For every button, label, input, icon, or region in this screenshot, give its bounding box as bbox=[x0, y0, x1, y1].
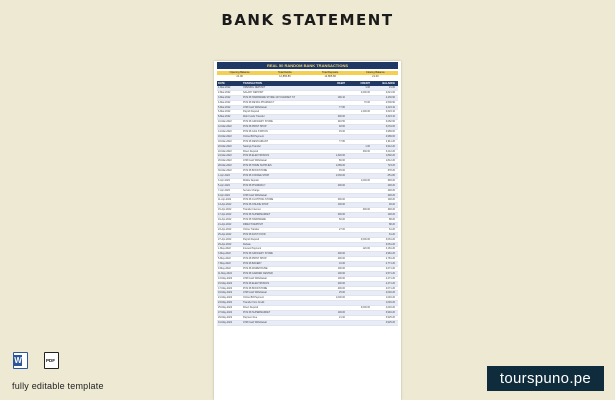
cell-date: 18-Mar-2022 bbox=[218, 139, 232, 143]
cell-transaction: Direct Deposit bbox=[243, 306, 259, 310]
cell-transaction: Direct Deposit bbox=[243, 149, 259, 153]
cell-transaction: ATM Cash Withdrawal bbox=[243, 276, 267, 280]
cell-date: 29-Apr-2022 bbox=[218, 242, 232, 246]
cell-balance: -351.80 bbox=[386, 174, 395, 178]
cell-balance: 21.00 bbox=[389, 86, 395, 89]
cell-debit bbox=[322, 321, 347, 325]
cell-credit bbox=[347, 272, 372, 276]
cell-debit bbox=[322, 101, 347, 105]
cell-date: 23-Apr-2022 bbox=[218, 227, 232, 231]
cell-transaction: POS 08 PHARMACY bbox=[243, 183, 266, 187]
cell-debit bbox=[322, 189, 347, 193]
cell-transaction: Rebate bbox=[243, 242, 251, 246]
cell-credit bbox=[347, 287, 372, 291]
cell-debit bbox=[322, 91, 347, 95]
footer-caption: fully editable template bbox=[12, 381, 104, 391]
cell-debit: 45.00 bbox=[339, 130, 345, 134]
cell-date: 13-Apr-2022 bbox=[218, 203, 232, 207]
cell-debit: 100.00 bbox=[337, 266, 345, 270]
cell-debit bbox=[322, 208, 347, 212]
cell-date: 8-Mar-2022 bbox=[218, 115, 231, 119]
cell-transaction: POS 08 RESTAURANT bbox=[243, 139, 269, 143]
column-header-debit: DEBIT bbox=[337, 82, 345, 85]
summary-value: 21.00 bbox=[236, 75, 243, 78]
cell-date: 13-May-2022 bbox=[218, 276, 233, 280]
cell-transaction: POS 08 GROCERY STORE bbox=[243, 120, 273, 124]
cell-date: 14-Mar-2022 bbox=[218, 130, 232, 134]
cell-debit: 21.00 bbox=[339, 315, 345, 319]
cell-debit: 1,030.00 bbox=[335, 174, 345, 178]
cell-transaction: Mobile Deposit bbox=[243, 178, 259, 182]
cell-debit: 190.10 bbox=[337, 95, 345, 99]
cell-debit bbox=[322, 238, 347, 242]
cell-date: 10-Mar-2022 bbox=[218, 120, 232, 124]
cell-credit bbox=[347, 194, 372, 198]
cell-balance: 88.20 bbox=[389, 222, 395, 226]
cell-debit: 200.00 bbox=[337, 281, 345, 285]
cell-credit bbox=[347, 223, 372, 227]
cell-credit bbox=[347, 267, 372, 271]
cell-date: 16-Mar-2022 bbox=[218, 134, 232, 138]
cell-balance: 2,430.90 bbox=[385, 95, 395, 99]
cell-credit: 1,000.00 bbox=[360, 178, 370, 182]
cell-credit: 1.00 bbox=[365, 144, 370, 148]
cell-balance: 1,046.20 bbox=[385, 301, 395, 305]
cell-balance: 3,925.20 bbox=[385, 320, 395, 324]
cell-date: 3-Apr-2022 bbox=[218, 178, 230, 182]
column-header-transaction: TRANSACTION bbox=[243, 82, 262, 85]
cell-date: 29-May-2022 bbox=[218, 315, 233, 319]
cell-credit: 300.00 bbox=[362, 208, 370, 212]
cell-balance: 148.20 bbox=[387, 213, 395, 217]
cell-debit: 240.50 bbox=[337, 120, 345, 124]
cell-credit bbox=[347, 316, 372, 320]
cell-balance: 1,892.20 bbox=[385, 154, 395, 158]
cell-date: 30-Mar-2022 bbox=[218, 169, 232, 173]
cell-credit bbox=[347, 130, 372, 134]
summary-value: 21.00 bbox=[372, 75, 379, 78]
cell-debit: 27.00 bbox=[339, 227, 345, 231]
cell-balance: 348.20 bbox=[387, 208, 395, 212]
cell-debit bbox=[322, 179, 347, 183]
cell-balance: 3,061.20 bbox=[385, 237, 395, 241]
cell-debit bbox=[322, 150, 347, 154]
cell-date: 17-Apr-2022 bbox=[218, 213, 232, 217]
cell-date: 3-Mar-2022 bbox=[218, 95, 231, 99]
cell-debit: 300.00 bbox=[337, 198, 345, 202]
cell-balance: 2,571.20 bbox=[385, 271, 395, 275]
bank-statement-sheet bbox=[214, 61, 401, 400]
cell-date: 11-May-2022 bbox=[218, 271, 232, 275]
cell-debit: 45.00 bbox=[339, 169, 345, 173]
cell-balance: 4,046.20 bbox=[385, 306, 395, 310]
cell-balance: 61.20 bbox=[389, 232, 395, 236]
summary-header: Closing Balance bbox=[353, 71, 398, 75]
cell-date: 22-Mar-2022 bbox=[218, 149, 232, 153]
cell-transaction: POS 08 WAREHOUSE bbox=[243, 266, 268, 270]
cell-transaction: POS 08 PRINT SHOP bbox=[243, 257, 267, 261]
cell-date: 1-Apr-2022 bbox=[218, 174, 230, 178]
cell-balance: 648.20 bbox=[387, 178, 395, 182]
cell-transaction: POS 08 ELECTRONICS bbox=[243, 281, 270, 285]
cell-transaction: Payroll Deposit bbox=[243, 110, 260, 114]
cell-date: 19-May-2022 bbox=[218, 291, 233, 295]
cell-balance: 3,323.10 bbox=[385, 115, 395, 119]
cell-balance: 61.20 bbox=[389, 227, 395, 231]
cell-debit bbox=[322, 306, 347, 310]
cell-date: 9-Apr-2022 bbox=[218, 193, 230, 197]
cell-credit bbox=[347, 106, 372, 110]
cell-balance: 88.20 bbox=[389, 218, 395, 222]
cell-date: 21-May-2022 bbox=[218, 296, 233, 300]
cell-debit bbox=[322, 194, 347, 198]
cell-credit bbox=[347, 120, 372, 124]
cell-debit: 80.00 bbox=[339, 159, 345, 163]
cell-date: 4-Mar-2022 bbox=[218, 100, 231, 104]
summary-table bbox=[217, 71, 398, 79]
cell-date: 15-Apr-2022 bbox=[218, 208, 232, 212]
cell-date: 3-May-2022 bbox=[218, 252, 231, 256]
cell-date: 12-Mar-2022 bbox=[218, 125, 232, 129]
cell-credit bbox=[347, 159, 372, 163]
cell-credit: 70.00 bbox=[364, 100, 370, 104]
cell-credit bbox=[347, 140, 372, 144]
cell-credit: 2,600.00 bbox=[360, 90, 370, 94]
cell-transaction: Online Transfer bbox=[243, 227, 260, 231]
cell-credit bbox=[347, 184, 372, 188]
cell-balance: 2,911.20 bbox=[385, 139, 395, 143]
cell-transaction: POS 08 BOOKSTORE bbox=[243, 169, 268, 173]
cell-balance: 2,989.00 bbox=[385, 130, 395, 134]
cell-transaction: Service Charge bbox=[243, 188, 260, 192]
cell-debit: 200.00 bbox=[337, 257, 345, 261]
cell-balance: 2,989.00 bbox=[385, 134, 395, 138]
cell-balance: 3,034.00 bbox=[385, 125, 395, 129]
cell-date: 1-Mar-2022 bbox=[218, 86, 231, 89]
cell-credit bbox=[347, 174, 372, 178]
cell-balance: 2,781.20 bbox=[385, 257, 395, 261]
cell-credit bbox=[347, 218, 372, 222]
cell-date: 25-Apr-2022 bbox=[218, 232, 232, 236]
cell-transaction: POS 08 RETAIL PHARMACY bbox=[243, 100, 275, 104]
cell-date: 5-Apr-2022 bbox=[218, 183, 230, 187]
cell-debit bbox=[322, 243, 347, 247]
cell-balance: 2,621.00 bbox=[385, 90, 395, 94]
cell-transaction: Transfer Internet bbox=[243, 208, 261, 212]
cell-debit bbox=[322, 247, 347, 251]
cell-date: 15-May-2022 bbox=[218, 281, 233, 285]
cell-balance: 448.20 bbox=[387, 188, 395, 192]
cell-debit: 1,000.00 bbox=[335, 296, 345, 300]
cell-debit: 200.00 bbox=[337, 252, 345, 256]
column-header-credit: CREDIT bbox=[360, 82, 370, 85]
cell-balance: 3,061.20 bbox=[385, 242, 395, 246]
cell-transaction: POS 08 CLOTHING STORE bbox=[243, 198, 274, 202]
cell-transaction: ATM Cash Withdrawal bbox=[243, 193, 267, 197]
cell-date: 31-May-2022 bbox=[218, 320, 233, 324]
cell-credit bbox=[347, 135, 372, 139]
cell-balance: 3,212.20 bbox=[385, 149, 395, 153]
cell-balance: 2,771.20 bbox=[385, 262, 395, 266]
cell-transaction: OPENING DEPOSIT bbox=[243, 86, 266, 89]
cell-balance: 3,082.60 bbox=[385, 120, 395, 124]
cell-transaction: Payroll Deposit bbox=[243, 237, 260, 241]
summary-header: Total Deposits bbox=[308, 71, 353, 75]
cell-date: 2-Mar-2022 bbox=[218, 90, 231, 94]
cell-balance: 678.20 bbox=[387, 169, 395, 173]
cell-date: 9-May-2022 bbox=[218, 266, 231, 270]
cell-transaction: POS 08 FAST FOOD bbox=[243, 232, 266, 236]
cell-debit bbox=[322, 223, 347, 227]
cell-transaction: POS 08 COFFEE SHOP bbox=[243, 174, 270, 178]
cell-balance: 723.20 bbox=[387, 164, 395, 168]
cell-balance: 148.20 bbox=[387, 198, 395, 202]
cell-transaction: POS 08 GAS STATION bbox=[243, 130, 268, 134]
cell-balance: 2,471.20 bbox=[385, 276, 395, 280]
cell-credit bbox=[347, 301, 372, 305]
cell-credit bbox=[347, 164, 372, 168]
cell-date: 28-Mar-2022 bbox=[218, 164, 232, 168]
cell-credit bbox=[347, 228, 372, 232]
transactions-table-body bbox=[217, 86, 398, 326]
cell-debit: 1,089.00 bbox=[335, 164, 345, 168]
cell-debit bbox=[322, 110, 347, 114]
cell-credit bbox=[347, 277, 372, 281]
cell-date: 7-Apr-2022 bbox=[218, 188, 230, 192]
cell-debit: 48.60 bbox=[339, 125, 345, 129]
cell-transaction: ATM Cash Withdrawal bbox=[243, 291, 267, 295]
cell-balance: 3,181.20 bbox=[385, 247, 395, 251]
cell-date: 17-May-2022 bbox=[218, 286, 233, 290]
brand-logo: tourspuno.pe bbox=[487, 366, 604, 391]
cell-debit: 77.80 bbox=[339, 105, 345, 109]
cell-debit: 100.00 bbox=[337, 271, 345, 275]
cell-date: 24-Mar-2022 bbox=[218, 154, 232, 158]
cell-credit: 3,000.00 bbox=[360, 237, 370, 241]
cell-credit bbox=[347, 189, 372, 193]
cell-balance: 2,071.20 bbox=[385, 286, 395, 290]
cell-debit: 25.00 bbox=[339, 291, 345, 295]
cell-credit bbox=[347, 203, 372, 207]
cell-credit bbox=[347, 257, 372, 261]
cell-transaction: POS 08 BOOKSTORE bbox=[243, 286, 268, 290]
cell-date: 5-Mar-2022 bbox=[218, 105, 231, 109]
cell-credit bbox=[347, 96, 372, 100]
cell-debit: 100.00 bbox=[337, 203, 345, 207]
summary-header: Opening Balance bbox=[217, 71, 262, 75]
cell-transaction: POS 08 SUPERMARKET bbox=[243, 310, 271, 314]
cell-date: 21-Apr-2022 bbox=[218, 222, 232, 226]
cell-date: 6-Mar-2022 bbox=[218, 110, 231, 114]
cell-debit: 100.00 bbox=[337, 310, 345, 314]
cell-debit bbox=[322, 135, 347, 139]
cell-transaction: POS 08 ONLINE SHOP bbox=[243, 203, 269, 207]
cell-credit bbox=[347, 154, 372, 158]
cell-transaction: ATM Cash Withdrawal bbox=[243, 159, 267, 163]
cell-credit bbox=[347, 262, 372, 266]
cell-debit: 60.00 bbox=[339, 218, 345, 222]
cell-credit bbox=[347, 243, 372, 247]
cell-date: 1-May-2022 bbox=[218, 247, 231, 251]
cell-date: 25-May-2022 bbox=[218, 306, 233, 310]
cell-credit: 300.00 bbox=[362, 149, 370, 153]
cell-credit bbox=[347, 321, 372, 325]
summary-value: 12,865.86 bbox=[324, 75, 336, 78]
sheet-title: REAL 50 RANDOM BANK TRANSACTIONS bbox=[217, 62, 398, 69]
cell-balance: 2,423.10 bbox=[385, 105, 395, 109]
cell-balance: 448.20 bbox=[387, 193, 395, 197]
cell-transaction: POS 08 SUPERMARKET bbox=[243, 213, 271, 217]
cell-credit bbox=[347, 115, 372, 119]
cell-transaction: Web Funds Transfer bbox=[243, 115, 265, 119]
cell-credit bbox=[347, 198, 372, 202]
cell-debit: 77.80 bbox=[339, 139, 345, 143]
cell-credit: 1.00 bbox=[365, 86, 370, 89]
cell-debit: 100.00 bbox=[337, 276, 345, 280]
cell-credit bbox=[347, 291, 372, 295]
summary-header: Total Debits bbox=[262, 71, 307, 75]
cell-credit: 1,200.00 bbox=[360, 110, 370, 114]
cell-balance: 2,500.90 bbox=[385, 100, 395, 104]
cell-debit bbox=[322, 233, 347, 237]
cell-date: 26-Mar-2022 bbox=[218, 159, 232, 163]
summary-value: 12,865.86 bbox=[279, 75, 291, 78]
cell-balance: 2,271.20 bbox=[385, 281, 395, 285]
cell-transaction: POS 08 PRINT SHOP bbox=[243, 125, 267, 129]
cell-date: 11-Apr-2022 bbox=[218, 198, 232, 202]
cell-transaction: POS 08 BAKERY bbox=[243, 262, 262, 266]
cell-transaction: Savings Transfer bbox=[243, 144, 261, 148]
column-header-date: DATE bbox=[218, 82, 225, 85]
cell-credit bbox=[347, 296, 372, 300]
cell-date: 19-Apr-2022 bbox=[218, 218, 232, 222]
cell-balance: 1,046.20 bbox=[385, 296, 395, 300]
cell-balance: 448.20 bbox=[387, 183, 395, 187]
cell-credit bbox=[347, 125, 372, 129]
cell-balance: 3,946.20 bbox=[385, 310, 395, 314]
summary-value-row bbox=[217, 75, 398, 79]
cell-credit bbox=[347, 169, 372, 173]
cell-balance: 2,981.20 bbox=[385, 252, 395, 256]
cell-balance: 2,046.20 bbox=[385, 291, 395, 295]
cell-date: 20-Mar-2022 bbox=[218, 144, 232, 148]
cell-transaction: Online Bill Payment bbox=[243, 134, 264, 138]
cell-debit: 200.00 bbox=[337, 213, 345, 217]
cell-date: 5-May-2022 bbox=[218, 257, 231, 261]
cell-transaction: Transfer from Credit bbox=[243, 301, 265, 305]
cell-date: 27-Apr-2022 bbox=[218, 237, 232, 241]
cell-balance: 2,912.20 bbox=[385, 144, 395, 148]
cell-transaction: ATM Cash Withdrawal bbox=[243, 320, 267, 324]
cell-transaction: Online Bill Payment bbox=[243, 296, 264, 300]
cell-debit: 1,320.00 bbox=[335, 154, 345, 158]
cell-date: 7-May-2022 bbox=[218, 262, 231, 266]
cell-debit: 200.00 bbox=[337, 183, 345, 187]
cell-transaction: DIRECT DEPOSIT bbox=[243, 222, 264, 226]
cell-balance: 2,671.20 bbox=[385, 266, 395, 270]
cell-debit bbox=[322, 86, 347, 90]
cell-debit: 300.00 bbox=[337, 115, 345, 119]
pdf-document-icon bbox=[44, 352, 59, 369]
cell-credit: 120.00 bbox=[362, 247, 370, 251]
cell-transaction: POS 08 HARDWARE STORE 1074 MARKET ST bbox=[243, 95, 296, 99]
cell-transaction: SALARY DEPOSIT bbox=[243, 90, 264, 94]
cell-transaction: POS 08 GARDEN CENTER bbox=[243, 271, 273, 275]
cell-balance: 3,623.10 bbox=[385, 110, 395, 114]
cell-date: 23-May-2022 bbox=[218, 301, 233, 305]
cell-transaction: ATM Cash Withdrawal bbox=[243, 105, 267, 109]
cell-transaction: POS 08 ELECTRONICS bbox=[243, 154, 270, 158]
cell-debit bbox=[322, 301, 347, 305]
cell-balance: 3,925.20 bbox=[385, 315, 395, 319]
cell-debit: 200.00 bbox=[337, 286, 345, 290]
cell-credit bbox=[347, 213, 372, 217]
cell-credit: 3,000.00 bbox=[360, 306, 370, 310]
page-title: BANK STATEMENT bbox=[221, 11, 394, 29]
cell-transaction: POS 08 GROCERY STORE bbox=[243, 252, 273, 256]
cell-credit bbox=[347, 252, 372, 256]
cell-transaction: POS 08 HARDWARE bbox=[243, 218, 266, 222]
cell-credit bbox=[347, 311, 372, 315]
word-document-icon bbox=[13, 352, 28, 369]
cell-date: 27-May-2022 bbox=[218, 310, 233, 314]
cell-debit: 10.00 bbox=[339, 262, 345, 266]
cell-transaction: Payment Fee bbox=[243, 315, 258, 319]
cell-balance: 1,812.20 bbox=[385, 159, 395, 163]
cell-transaction: POS 08 HOME SUPPLIES bbox=[243, 164, 272, 168]
cell-transaction: Interest Payment bbox=[243, 247, 262, 251]
cell-credit bbox=[347, 233, 372, 237]
cell-balance: 48.20 bbox=[389, 203, 395, 207]
column-header-balance: BALANCE bbox=[382, 82, 395, 85]
cell-debit bbox=[322, 145, 347, 149]
table-row bbox=[217, 321, 398, 326]
cell-credit bbox=[347, 282, 372, 286]
